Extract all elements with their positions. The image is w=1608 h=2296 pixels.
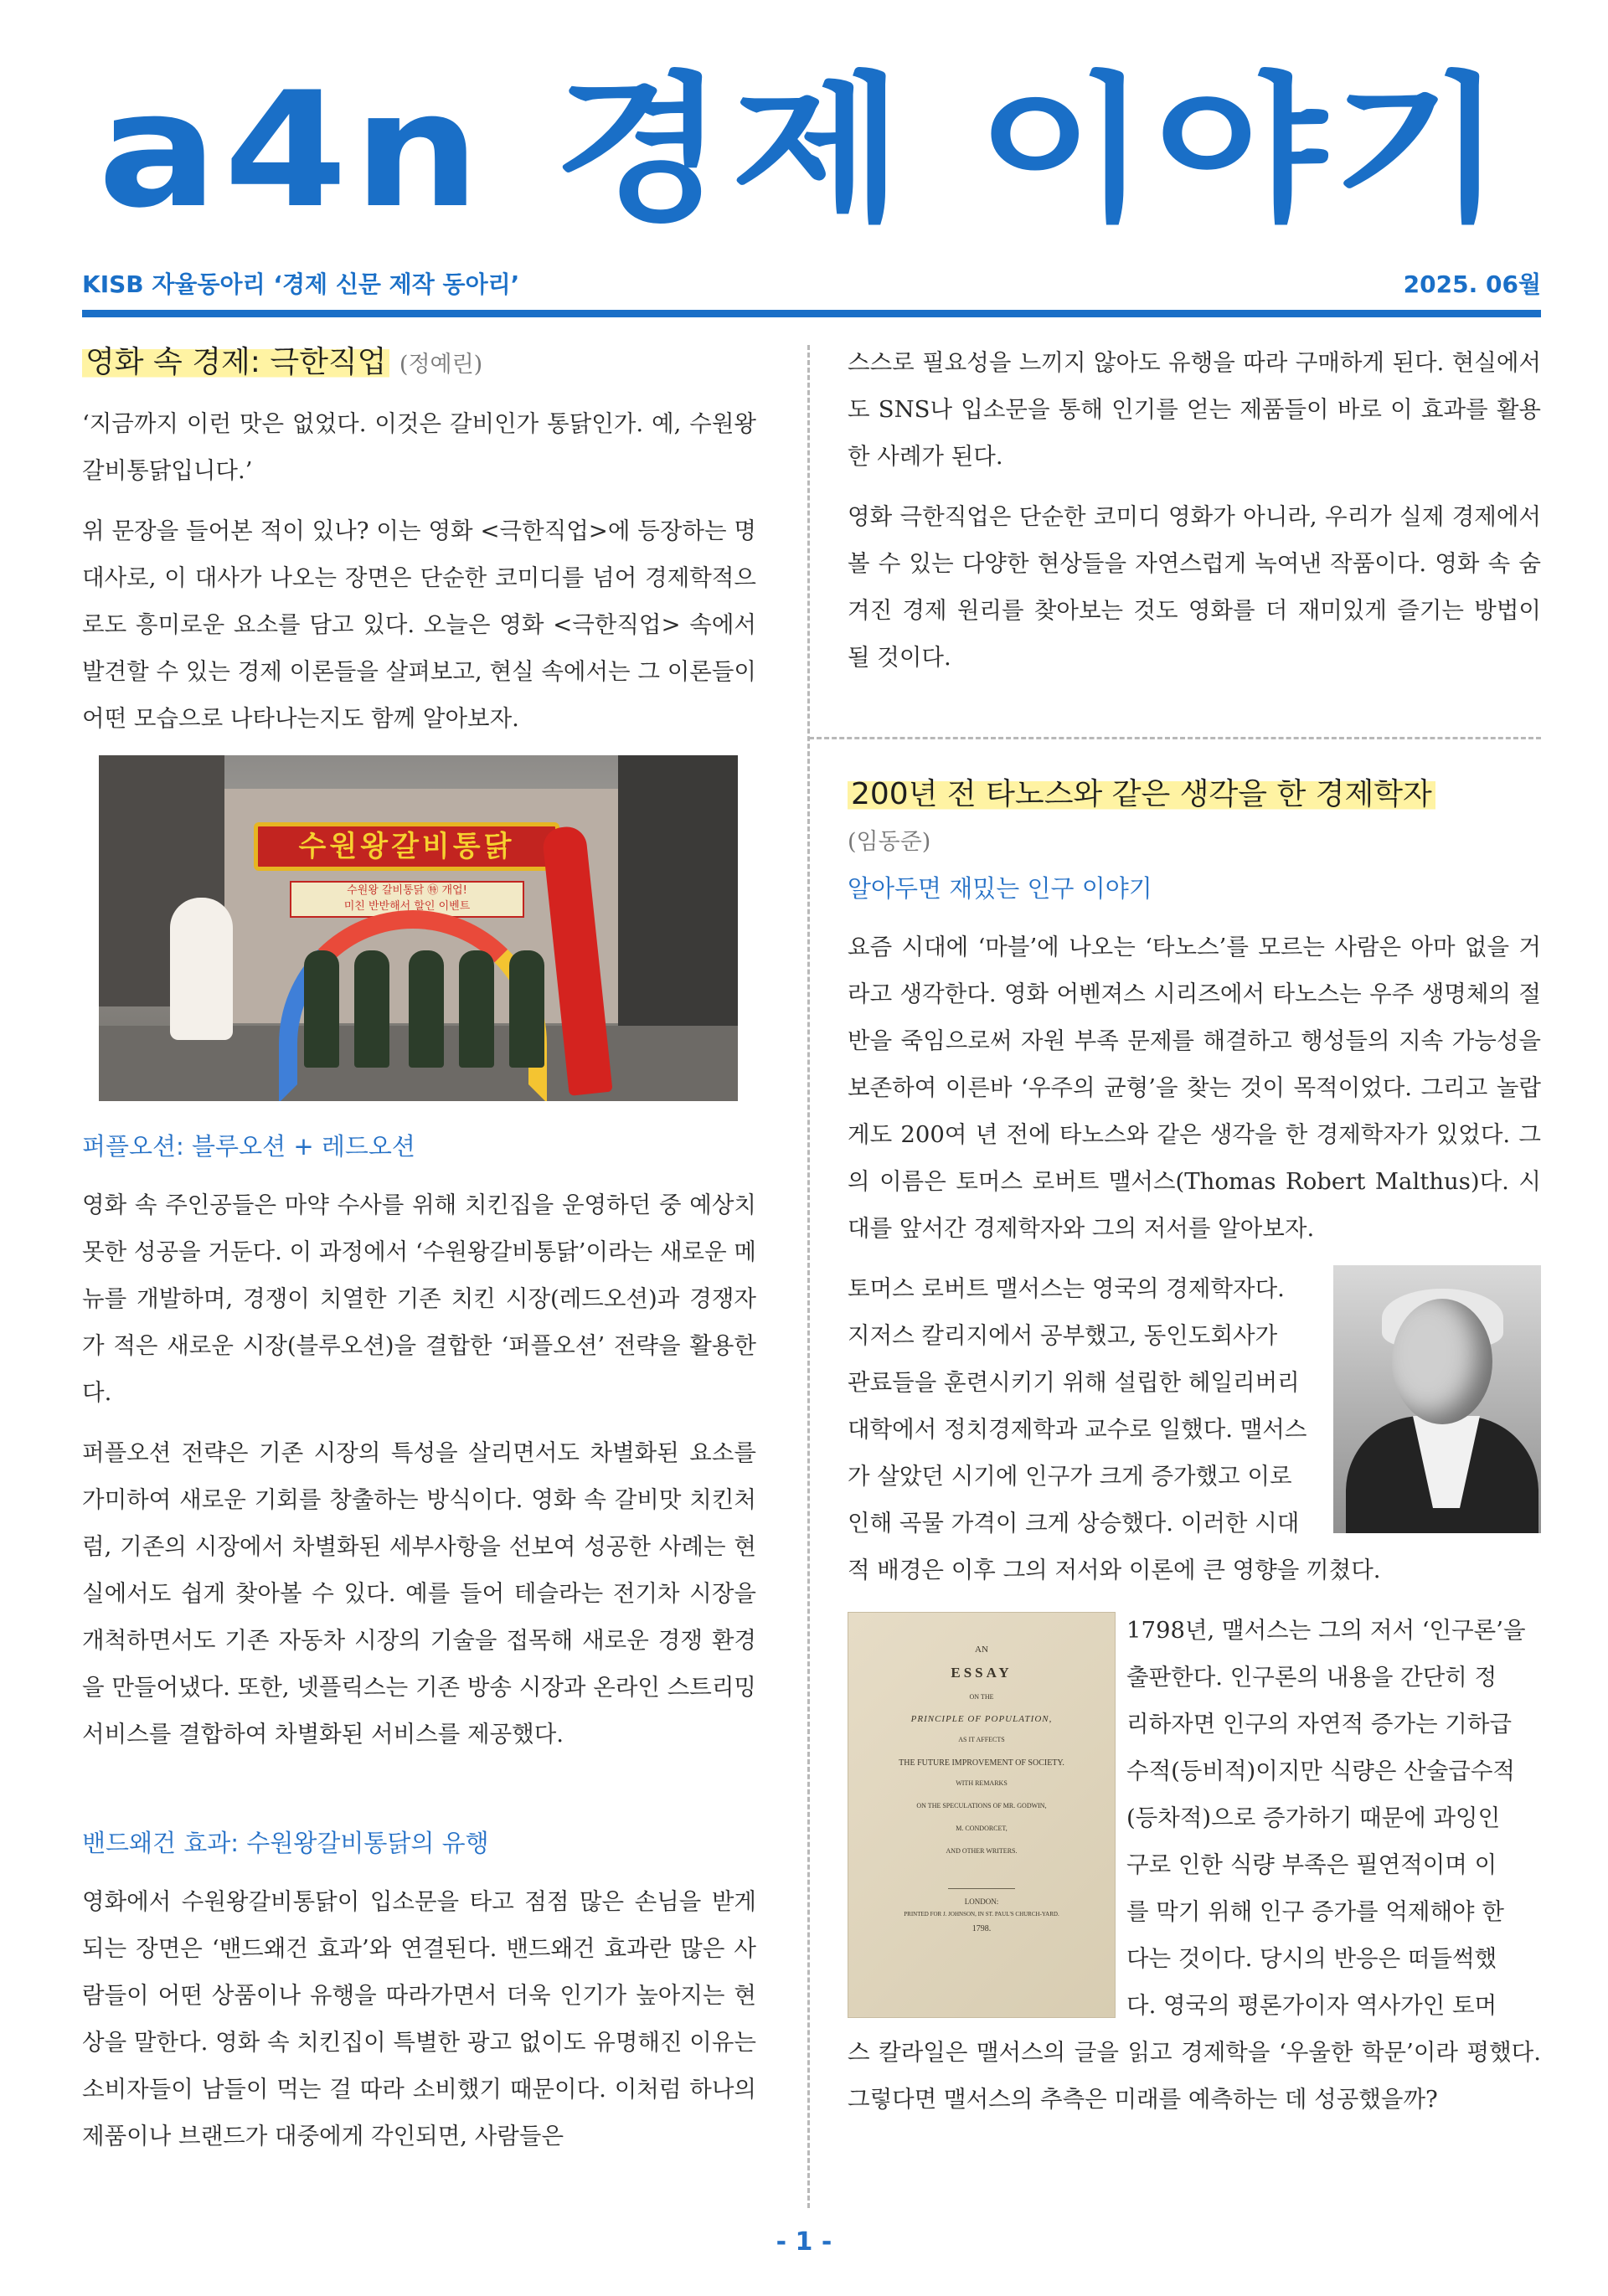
newspaper-title: a4n 경제 이야기 [97, 58, 1511, 243]
essay-text-line: 1798년, 맬서스는 그의 저서 ‘인구론’을 [1126, 1617, 1526, 1644]
article1-intro-paragraph: 위 문장을 들어본 적이 있나? 이는 영화 <극한직업>에 등장하는 명대사로, 이 대사가 나오는 장면은 단순한 코미디를 넘어 경제학적으로도 흥미로운 요소를 담고 있다. 오늘은 영화 <극한직업> 속에서 발견할 수 있는 경제 이론들을 살펴보고, 현실 속에서는 그 이론들이 어떤 모습으로 나타나는지도 함께 알아보자. [82, 517, 756, 732]
store-banner-line1: 수원왕 갈비통닭 ㊕ 개업! [347, 884, 467, 897]
essay-line-4: AND OTHER WRITERS. [946, 1847, 1018, 1855]
bio-line: 지저스 칼리지에서 공부했고, 동인도회사가 [848, 1322, 1278, 1349]
club-name: KISB 자율동아리 ‘경제 신문 제작 동아리’ [82, 270, 520, 298]
actor-figure [304, 950, 339, 1068]
malthus-bio-paragraph [848, 1265, 1317, 1547]
bio-line: 토머스 로버트 맬서스는 영국의 경제학자다. [848, 1275, 1285, 1302]
masthead-subline [82, 266, 1541, 308]
essay-line-1: THE FUTURE IMPROVEMENT OF SOCIETY. [899, 1758, 1064, 1768]
essay-paragraph-tail: 스 칼라일은 맬서스의 글을 읽고 경제학을 ‘우울한 학문’이라 평했다. 그렇다면 맬서스의 추측은 미래를 예측하는 데 성공했을까? [848, 2039, 1541, 2113]
article1-headline [82, 339, 756, 389]
essay-title: ESSAY [951, 1665, 1013, 1681]
essay-paragraph [1126, 1607, 1541, 2029]
actor-figure [509, 950, 544, 1068]
essay-text-line: 다는 것이다. 당시의 반응은 떠들썩했 [1126, 1945, 1497, 1972]
malthus-bio-block [848, 1265, 1541, 1593]
portrait-face [1392, 1299, 1492, 1424]
article2-subheading: 알아두면 재밌는 인구 이야기 [848, 874, 1152, 903]
article1-intro-quote: ‘지금까지 이런 맛은 없었다. 이것은 갈비인가 통닭인가. 예, 수원왕갈비통닭입니다.’ [82, 410, 756, 484]
masthead-rule [82, 310, 1541, 317]
issue-date: 2025. 06월 [1403, 270, 1541, 298]
essay-on-the: ON THE [969, 1693, 994, 1701]
essay-line-3: M. CONDORCET, [956, 1825, 1008, 1832]
store-banner-line2: 미친 반반해서 할인 이벤트 [343, 900, 471, 913]
bio-line: 가 살았던 시기에 인구가 크게 증가했고 이로 [848, 1463, 1292, 1490]
chicken-store-photo [99, 755, 738, 1101]
article1-title: 영화 속 경제: 극한직업 [82, 345, 389, 379]
left-column [82, 339, 756, 2173]
right-column [848, 339, 1541, 2136]
article2-title: 200년 전 타노스와 같은 생각을 한 경제학자 [848, 777, 1435, 811]
essay-year: 1798. [972, 1924, 992, 1933]
article2-headline [848, 771, 1541, 818]
malthus-portrait [1333, 1265, 1541, 1533]
essay-text-line: 를 막기 위해 인구 증가를 억제해야 한 [1126, 1898, 1504, 1925]
malthus-bio-tail: 적 배경은 이후 그의 저서와 이론에 큰 영향을 끼쳤다. [848, 1557, 1381, 1583]
essay-text-line: 수적(등비적)이지만 식량은 산술급수적 [1126, 1758, 1515, 1784]
essay-subtitle: PRINCIPLE OF POPULATION, [910, 1714, 1053, 1724]
store-right-building [618, 755, 738, 1057]
article2-paragraph-1: 요즘 시대에 ‘마블’에 나오는 ‘타노스’를 모르는 사람은 아마 없을 거라고 생각한다. 영화 어벤져스 시리즈에서 타노스는 우주 생명체의 절반을 죽임으로써 자원 부족 문제를 해결하고 행성들의 지속 가능성을 보존하여 이른바 ‘우주의 균형’을 찾는 것이 목적이었다. 그리고 놀랍게도 200여 년 전에 타노스와 같은 생각을 한 경제학자가 있었다. 그의 이름은 토머스 로버트 맬서스(Thomas Robert Malthus)다. 시대를 앞서간 경제학자와 그의 저서를 알아보자. [848, 934, 1541, 1242]
article1-byline: (정예린) [399, 352, 483, 378]
article-spacer [848, 694, 1541, 771]
essay-an: AN [975, 1645, 988, 1655]
essay-text-line: 리하자면 인구의 자연적 증가는 기하급 [1126, 1711, 1513, 1737]
page-number: - 1 - [776, 2227, 832, 2257]
essay-as-it: AS IT AFFECTS [958, 1736, 1005, 1743]
bandwagon-paragraph-1: 영화에서 수원왕갈비통닭이 입소문을 타고 점점 많은 손님을 받게 되는 장면은 ‘밴드왜건 효과’와 연결된다. 밴드왜건 효과란 많은 사람들이 어떤 상품이나 유행을 따라가면서 더욱 인기가 높아지는 현상을 말한다. 영화 속 치킨집이 특별한 광고 없이도 유명해진 이유는 소비자들이 남들이 먹는 걸 따라 소비했기 때문이다. 이처럼 하나의 제품이나 브랜드가 대중에게 각인되면, 사람들은 [82, 1888, 756, 2149]
bio-line: 관료들을 훈련시키기 위해 설립한 헤일리버리 [848, 1369, 1300, 1396]
actor-figure [459, 950, 494, 1068]
essay-city: LONDON: [964, 1897, 999, 1906]
section-purple-ocean-heading: 퍼플오션: 블루오션 + 레드오션 [82, 1132, 415, 1161]
essay-line-2: ON THE SPECULATIONS OF MR. GODWIN, [916, 1802, 1047, 1810]
actor-figure [409, 950, 444, 1068]
essay-text-line: 출판한다. 인구론의 내용을 간단히 정 [1126, 1664, 1497, 1691]
actor-figure [354, 950, 389, 1068]
essay-text-line: 구로 인한 식량 부족은 필연적이며 이 [1126, 1851, 1497, 1878]
bio-line: 대학에서 정치경제학과 교수로 일했다. 맬서스 [848, 1416, 1307, 1443]
purple-ocean-paragraph-1: 영화 속 주인공들은 마약 수사를 위해 치킨집을 운영하던 중 예상치 못한 성공을 거둔다. 이 과정에서 ‘수원왕갈비통닭’이라는 새로운 메뉴를 개발하며, 경쟁이 치열한 기존 치킨 시장(레드오션)과 경쟁자가 적은 새로운 시장(블루오션)을 결합한 ‘퍼플오션’ 전략을 활용한다. [82, 1192, 756, 1406]
essay-title-page-image [848, 1612, 1116, 2018]
essay-printer: PRINTED FOR J. JOHNSON, IN ST. PAUL'S CHURCH-YARD. [904, 1911, 1059, 1918]
article1-continued-paragraph-1: 스스로 필요성을 느끼지 않아도 유행을 따라 구매하게 된다. 현실에서도 SNS나 입소문을 통해 인기를 얻는 제품들이 바로 이 효과를 활용한 사례가 된다. [848, 349, 1541, 470]
purple-ocean-paragraph-2: 퍼플오션 전략은 기존 시장의 특성을 살리면서도 차별화된 요소를 가미하여 새로운 기회를 창출하는 방식이다. 영화 속 갈비맛 치킨처럼, 기존의 시장에서 차별화된 세부사항을 선보여 성공한 사례는 현실에서도 쉽게 찾아볼 수 있다. 예를 들어 테슬라는 전기차 시장을 개척하면서도 기존 자동차 시장의 기술을 접목해 새로운 경쟁 환경을 만들어냈다. 또한, 넷플릭스는 기존 방송 시장과 온라인 스트리밍 서비스를 결합하여 차별화된 서비스를 제공했다. [82, 1439, 756, 1748]
essay-text-line: (등차적)으로 증가하기 때문에 과잉인 [1126, 1804, 1501, 1831]
chicken-mascot [170, 898, 233, 1040]
store-sign: 수원왕갈비통닭 [254, 822, 559, 871]
article2-byline: (임동준) [848, 829, 931, 855]
article1-conclusion-paragraph: 영화 극한직업은 단순한 코미디 영화가 아니라, 우리가 실제 경제에서 볼 수 있는 다양한 현상들을 자연스럽게 녹여낸 작품이다. 영화 속 숨겨진 경제 원리를 찾아보는 것도 영화를 더 재미있게 즐기는 방법이 될 것이다. [848, 503, 1541, 671]
bio-line: 인해 곡물 가격이 크게 상승했다. 이러한 시대 [848, 1510, 1300, 1537]
column-divider [807, 345, 810, 2208]
essay-with: WITH REMARKS [956, 1779, 1008, 1787]
essay-rule [948, 1888, 1015, 1889]
masthead [0, 58, 1608, 243]
section-bandwagon-heading: 밴드왜건 효과: 수원왕갈비통닭의 유행 [82, 1829, 489, 1857]
essay-block [848, 1607, 1541, 2123]
essay-text-line: 다. 영국의 평론가이자 역사가인 토머 [1126, 1992, 1497, 2019]
